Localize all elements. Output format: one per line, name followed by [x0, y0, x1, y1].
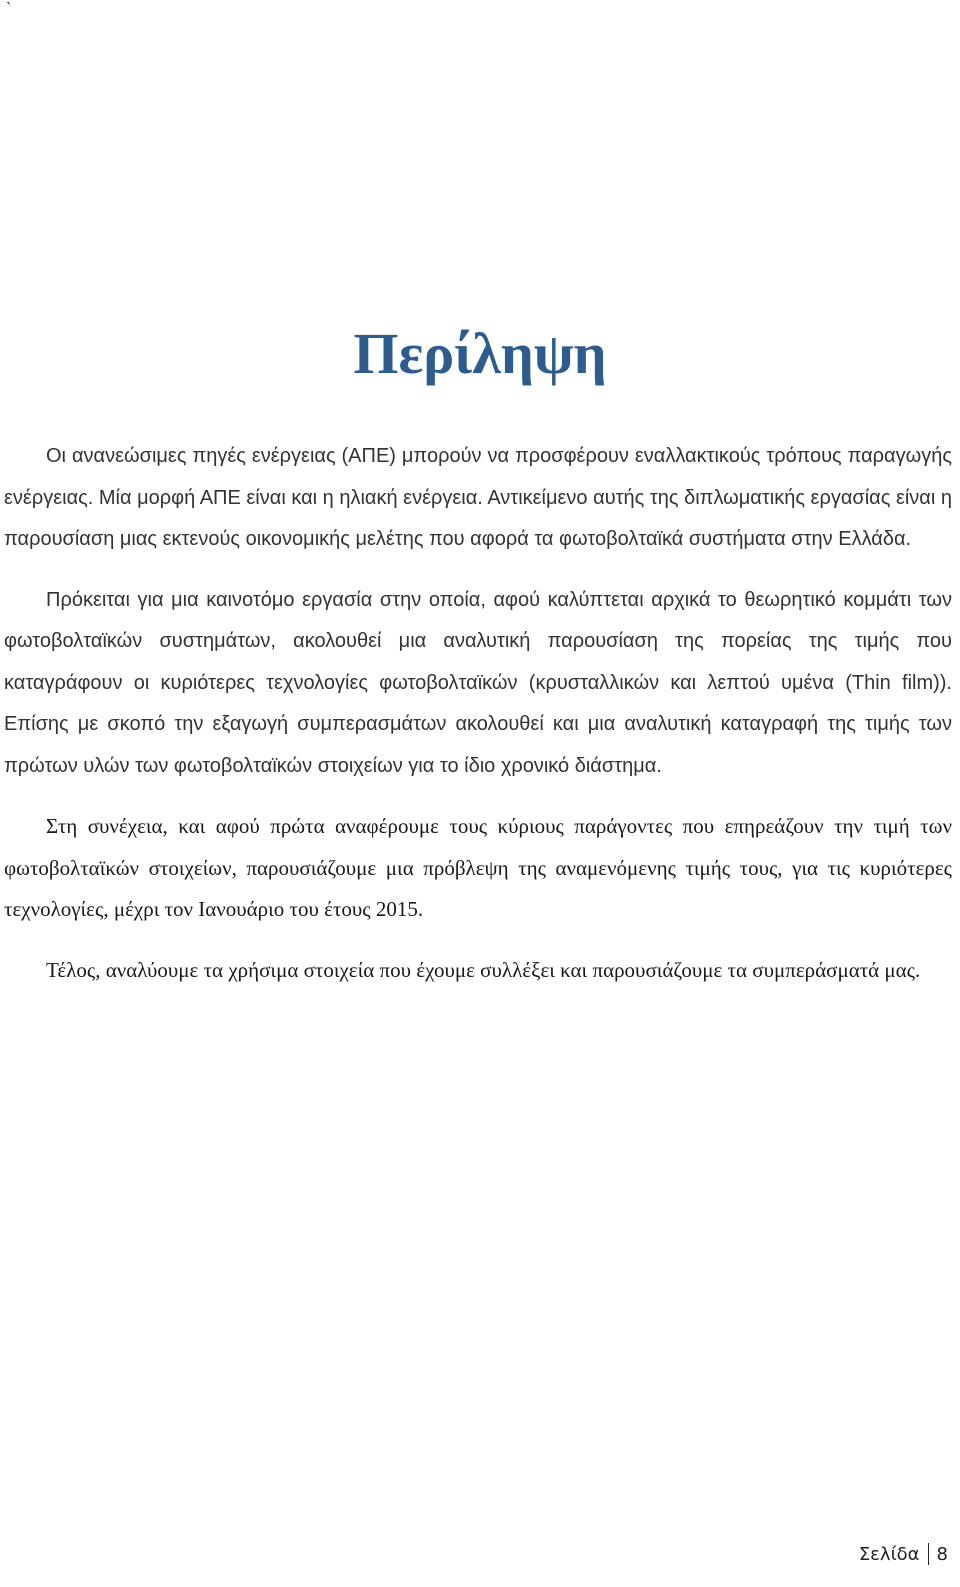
footer-page-number: 8: [936, 1543, 948, 1565]
page-footer: [859, 1543, 948, 1565]
corner-mark: `: [6, 0, 12, 17]
abstract-body: [4, 436, 952, 991]
paragraph-intro: Οι ανανεώσιμες πηγές ενέργειας (ΑΠΕ) μπορούν να προσφέρουν εναλλακτικούς τρόπους παραγωγής ενέργειας. Μία μορφή ΑΠΕ είναι και η ηλιακή ενέργεια. Αντικείμενο αυτής της διπλωματικής εργασίας είναι η παρουσίαση μιας εκτενούς οικονομικής μελέτης που αφορά τα φωτοβολταϊκά συστήματα στην Ελλάδα.: [4, 445, 952, 550]
paragraph-method-part1: Πρόκειται για μια καινοτόμο εργασία στην οποία, αφού καλύπτεται αρχικά το θεωρητικό κομμάτι των φωτοβολταϊκών συστημάτων, ακολουθεί μια αναλυτική παρουσίαση της πορείας της τιμής που καταγράφουν οι κυριότερες τεχνολογίες φωτοβολταϊκών (κρυσταλλικών και λεπτού υμένα (Thin film)).: [4, 588, 952, 694]
footer-separator: [928, 1543, 929, 1565]
paragraph-conclusion: Τέλος, αναλύουμε τα χρήσιμα στοιχεία που έχουμε συλλέξει και παρουσιάζουμε τα συμπεράσματά μας.: [46, 957, 921, 982]
paragraph-method: [4, 580, 952, 788]
paragraph-forecast: Στη συνέχεια, και αφού πρώτα αναφέρουμε τους κύριους παράγοντες που επηρεάζουν την τιμή των φωτοβολταϊκών στοιχείων, παρουσιάζουμε μια πρόβλεψη της αναμενόμενης τιμής τους, για τις κυριότερες τεχνολογίες, μέχρι τον Ιανουάριο του έτους 2015.: [4, 814, 952, 921]
footer-page-label: Σελίδα: [858, 1543, 920, 1565]
page-title: Περίληψη: [353, 321, 607, 386]
paragraph-method-part2: Επίσης με σκοπό την εξαγωγή συμπερασμάτων ακολουθεί και μια αναλυτική καταγραφή της τιμής των πρώτων υλών των φωτοβολταϊκών στοιχείων για το ίδιο χρονικό διάστημα.: [4, 713, 952, 777]
